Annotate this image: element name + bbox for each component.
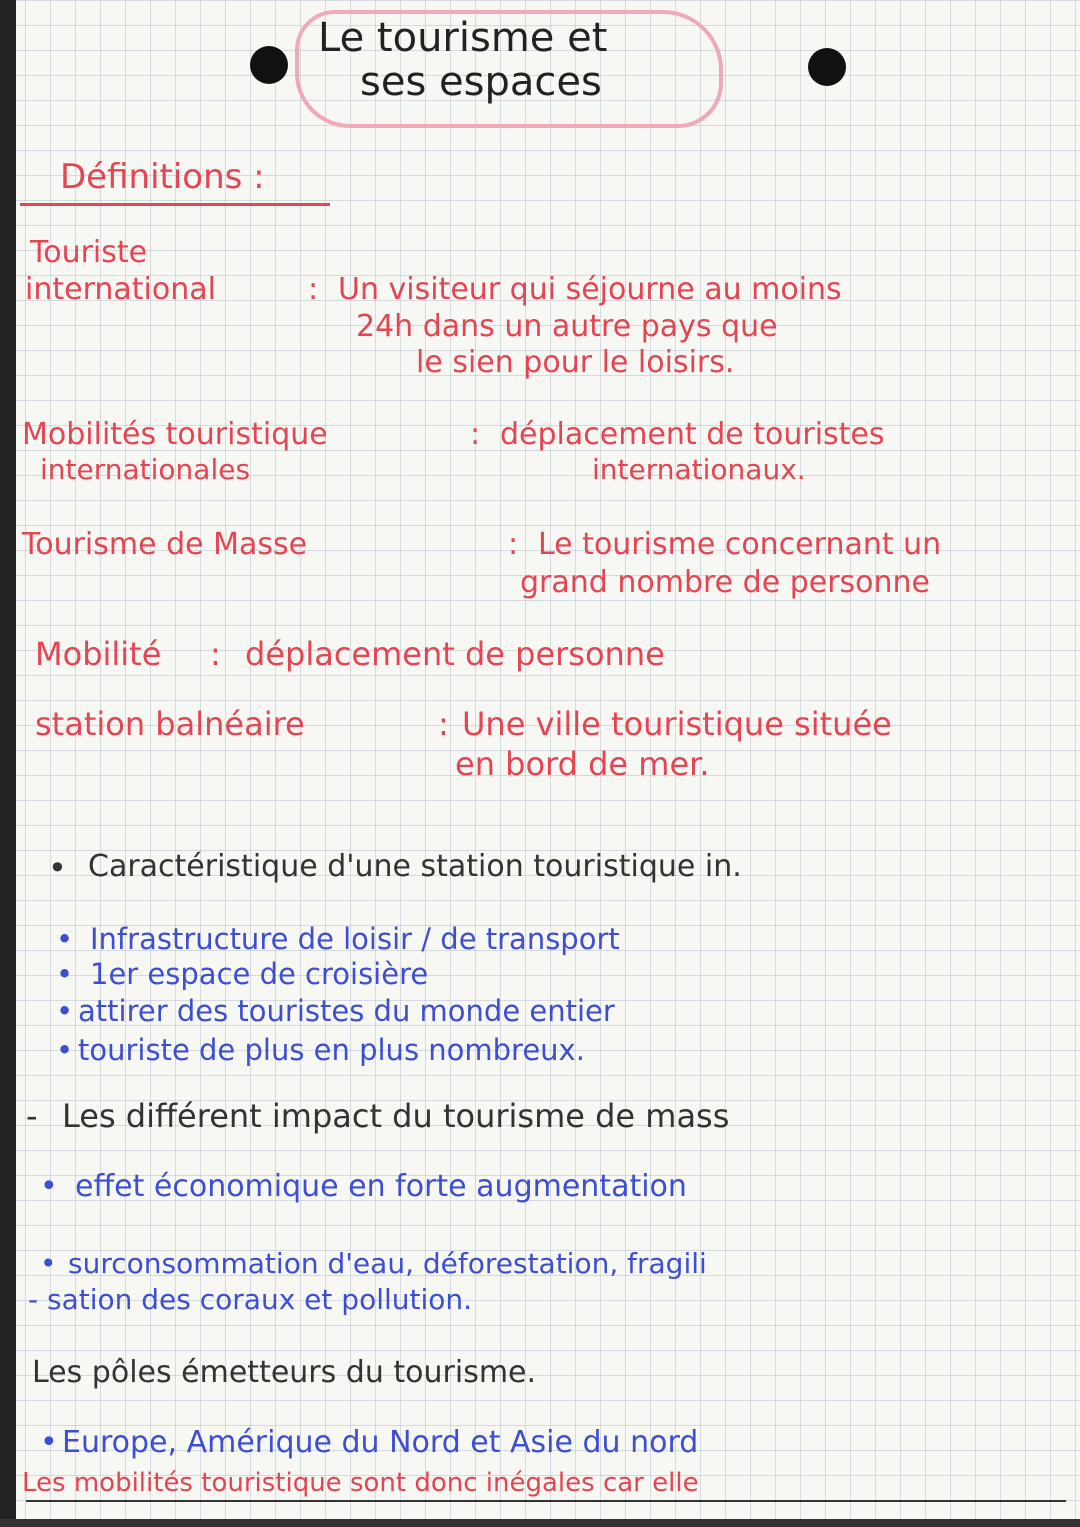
section2-item-1: effet économique en forte augmentation [75,1169,687,1204]
heading-underline [20,203,330,206]
section1-dash: • [48,849,67,887]
note-underline [26,1500,1066,1502]
section1-bullet-1: • [56,922,74,956]
def2-separator: : [470,417,481,452]
title-line-1: Le tourisme et [318,15,608,61]
binder-hole-left [250,46,288,84]
section3-heading: Les pôles émetteurs du tourisme. [32,1355,537,1390]
section1-item-1: Infrastructure de loisir / de transport [90,922,620,956]
def4-line1: déplacement de personne [245,635,665,673]
def1-line3: le sien pour le loisirs. [416,345,735,380]
section1-bullet-4: • [56,1033,74,1067]
section-heading: Définitions : [60,157,265,197]
def1-separator: : [308,272,319,307]
def3-line2: grand nombre de personne [520,565,930,600]
section1-item-3: attirer des touristes du monde entier [78,994,615,1028]
def2-line1: déplacement de touristes [500,417,885,452]
def3-separator: : [508,527,519,562]
section1-bullet-3: • [56,994,74,1028]
section1-item-4: touriste de plus en plus nombreux. [78,1033,585,1067]
def1-line1: Un visiteur qui séjourne au moins [338,272,842,307]
def4-term: Mobilité [35,635,162,673]
def3-line1: Le tourisme concernant un [538,527,942,562]
def4-separator: : [210,635,221,673]
title-line-2: ses espaces [360,59,602,105]
def3-term: Tourisme de Masse [22,527,308,562]
def5-term: station balnéaire [35,705,305,743]
section1-bullet-2: • [56,957,74,991]
section3-bullet-1: • [40,1425,58,1460]
section2-heading: Les différent impact du tourisme de mass [62,1097,730,1135]
def5-line2: en bord de mer. [455,745,710,783]
page-bottom-edge [0,1519,1080,1527]
def5-separator: : [438,705,449,743]
section3-item-1: Europe, Amérique du Nord et Asie du nord [62,1425,699,1460]
def2-term-line1: Mobilités touristique [22,417,328,452]
section1-heading: Caractéristique d'une station touristique in. [88,849,742,884]
section2-bullet-1: • [40,1169,58,1204]
section1-item-2: 1er espace de croisière [90,957,429,991]
def2-term-line2: internationales [40,453,251,486]
binder-hole-right [808,48,846,86]
section2-dash: - [26,1097,38,1135]
section2-bullet-2: • [40,1247,57,1280]
section3-note: Les mobilités touristique sont donc inégales car elle [22,1468,699,1498]
def1-line2: 24h dans un autre pays que [356,309,778,344]
section2-item-2: surconsommation d'eau, déforestation, fragili [68,1247,707,1280]
section2-item-3: - sation des coraux et pollution. [28,1283,473,1316]
def5-line1: Une ville touristique située [462,705,892,743]
def2-line2: internationaux. [592,453,806,486]
def1-term-line1: Touriste [30,235,148,270]
def1-term-line2: international [25,272,216,307]
page-left-edge [0,0,16,1527]
